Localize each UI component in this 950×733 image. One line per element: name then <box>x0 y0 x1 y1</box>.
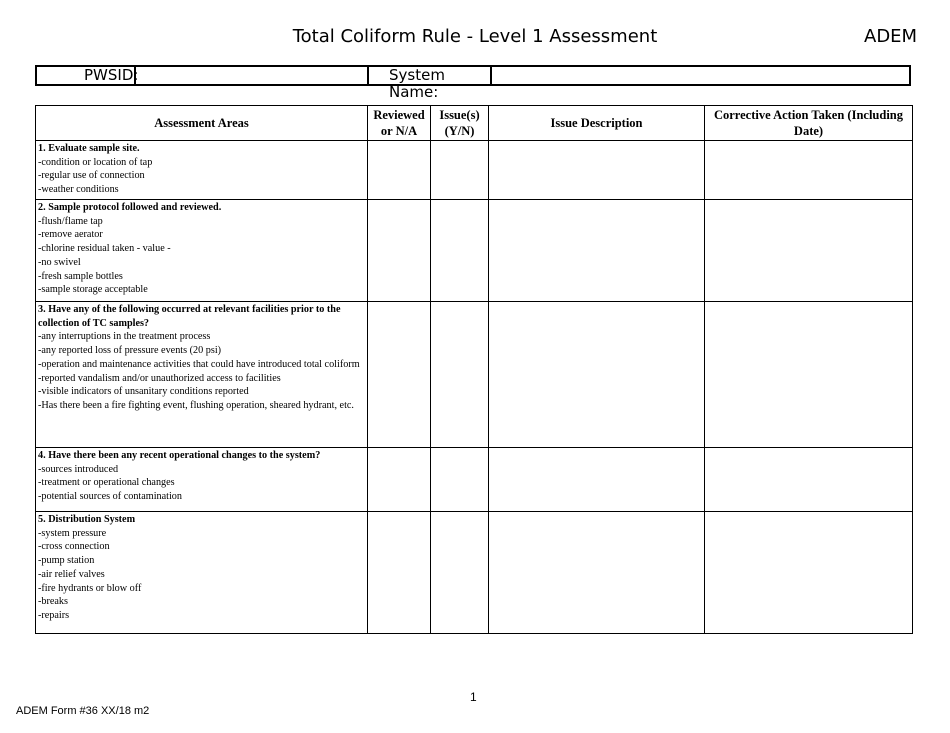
agency-label: ADEM <box>864 26 918 47</box>
assessment-area-cell <box>36 512 368 634</box>
row-item: -chlorine residual taken - value - <box>38 243 171 255</box>
row-item: -flush/flame tap <box>38 215 103 227</box>
row-item: -sample storage acceptable <box>38 284 148 296</box>
row-item: -weather conditions <box>38 184 119 196</box>
col-header-reviewed: Reviewed or N/A <box>368 106 431 141</box>
col-header-issue-description: Issue Description <box>489 106 705 141</box>
row-item: -fresh sample bottles <box>38 270 123 282</box>
row-item: -sources introduced <box>38 463 119 475</box>
issue-description-cell[interactable] <box>489 141 705 200</box>
row-heading: 1. Evaluate sample site. <box>38 143 140 154</box>
reviewed-cell[interactable] <box>368 141 431 200</box>
row-heading: 2. Sample protocol followed and reviewed. <box>38 202 222 213</box>
row-item: -any reported loss of pressure events (20 psi) <box>38 345 222 357</box>
assessment-area-cell <box>36 200 368 302</box>
system-name-field[interactable] <box>490 67 909 84</box>
issue-description-cell[interactable] <box>489 512 705 634</box>
row-item: -Has there been a fire fighting event, flushing operation, sheared hydrant, etc. <box>38 399 354 411</box>
row-item: -pump station <box>38 555 95 567</box>
table-row <box>36 141 913 200</box>
row-item: -fire hydrants or blow off <box>38 582 142 594</box>
row-item: -visible indicators of unsanitary conditions reported <box>38 386 249 398</box>
reviewed-cell[interactable] <box>368 200 431 302</box>
id-bar <box>35 65 911 101</box>
corrective-action-cell[interactable] <box>705 200 913 302</box>
assessment-area-cell <box>36 141 368 200</box>
table-row <box>36 200 913 302</box>
row-item: -potential sources of contamination <box>38 491 182 503</box>
row-item: -breaks <box>38 596 68 608</box>
pwsid-label: PWSID: <box>84 66 139 84</box>
issues-cell[interactable] <box>431 141 489 200</box>
system-name-label: System Name: <box>367 67 490 84</box>
corrective-action-cell[interactable] <box>705 448 913 512</box>
row-item: -no swivel <box>38 256 81 268</box>
row-item: -condition or location of tap <box>38 156 153 168</box>
issues-cell[interactable] <box>431 302 489 448</box>
issues-cell[interactable] <box>431 200 489 302</box>
row-heading: 3. Have any of the following occurred at relevant facilities prior to the collection of TC samples? <box>38 304 341 329</box>
row-item: -remove aerator <box>38 229 103 241</box>
col-header-issues: Issue(s) (Y/N) <box>431 106 489 141</box>
table-header-row <box>36 106 913 141</box>
table-row <box>36 512 913 634</box>
reviewed-cell[interactable] <box>368 448 431 512</box>
assessment-area-cell <box>36 302 368 448</box>
pwsid-field[interactable] <box>134 67 369 84</box>
row-item: -cross connection <box>38 541 110 553</box>
row-item: -air relief valves <box>38 568 105 580</box>
row-item: -repairs <box>38 609 70 621</box>
form-id: ADEM Form #36 XX/18 m2 <box>16 705 150 717</box>
corrective-action-cell[interactable] <box>705 141 913 200</box>
reviewed-cell[interactable] <box>368 302 431 448</box>
assessment-area-cell <box>36 448 368 512</box>
col-header-corrective-action: Corrective Action Taken (Including Date) <box>705 106 913 141</box>
corrective-action-cell[interactable] <box>705 512 913 634</box>
row-heading: 4. Have there been any recent operational changes to the system? <box>38 450 321 461</box>
row-item: -treatment or operational changes <box>38 477 175 489</box>
page-title: Total Coliform Rule - Level 1 Assessment <box>292 26 658 47</box>
row-item: -reported vandalism and/or unauthorized access to facilities <box>38 372 281 384</box>
issues-cell[interactable] <box>431 448 489 512</box>
row-item: -operation and maintenance activities that could have introduced total coliform <box>38 358 360 370</box>
reviewed-cell[interactable] <box>368 512 431 634</box>
table-row <box>36 302 913 448</box>
table-row <box>36 448 913 512</box>
row-item: -regular use of connection <box>38 170 145 182</box>
row-item: -any interruptions in the treatment process <box>38 331 211 343</box>
page-number: 1 <box>470 690 477 704</box>
col-header-assessment-areas: Assessment Areas <box>36 106 368 141</box>
issue-description-cell[interactable] <box>489 448 705 512</box>
corrective-action-cell[interactable] <box>705 302 913 448</box>
issue-description-cell[interactable] <box>489 302 705 448</box>
row-heading: 5. Distribution System <box>38 514 136 525</box>
assessment-table <box>35 105 913 634</box>
issue-description-cell[interactable] <box>489 200 705 302</box>
row-item: -system pressure <box>38 527 107 539</box>
issues-cell[interactable] <box>431 512 489 634</box>
